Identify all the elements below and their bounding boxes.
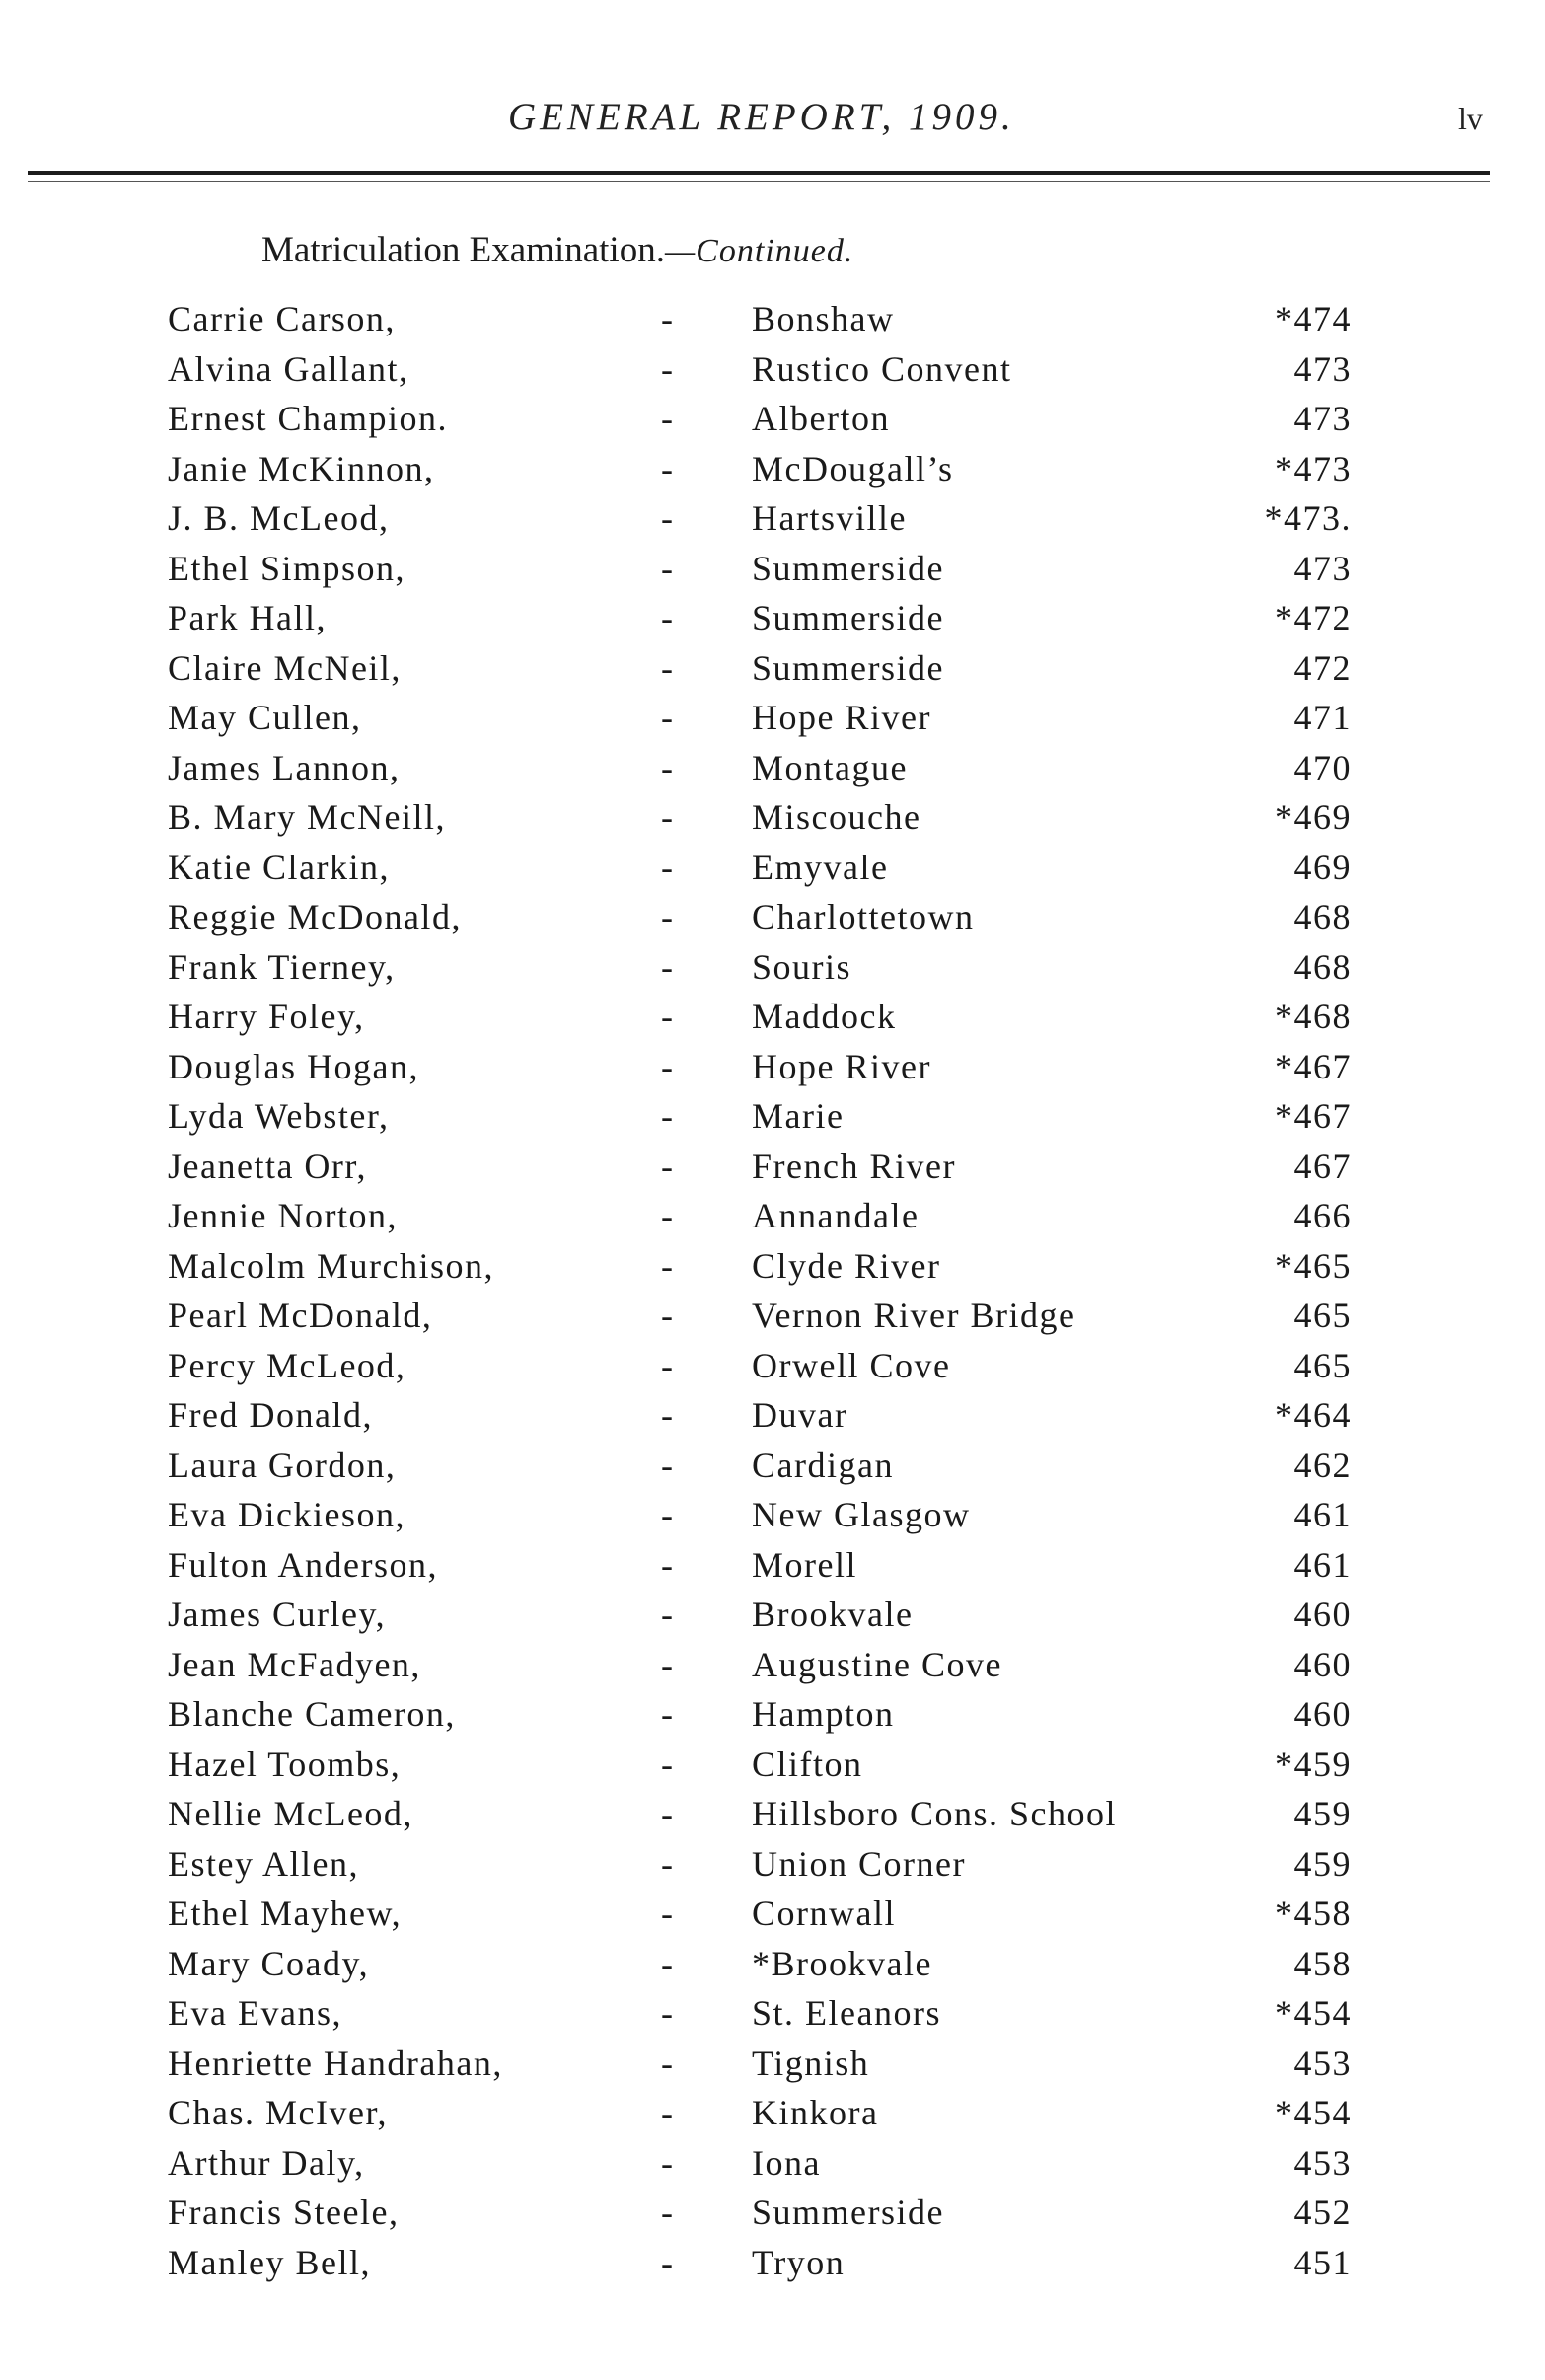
school-name: Duvar [752, 1395, 848, 1435]
list-item [0, 2140, 1545, 2191]
school-name: Hillsboro Cons. School [752, 1794, 1118, 1833]
separator-dash: - [661, 1794, 675, 1833]
separator-dash: - [661, 399, 675, 438]
separator-dash: - [661, 2043, 675, 2083]
score-value: 472 [1293, 647, 1352, 688]
separator-dash: - [661, 2193, 675, 2232]
school-name: Summerside [752, 548, 944, 588]
score-value: 460 [1293, 1644, 1352, 1684]
score-value: 461 [1293, 1495, 1352, 1534]
score-value: 468 [1293, 946, 1352, 987]
student-name: James Curley, [168, 1595, 387, 1634]
student-name: Hazel Toombs, [168, 1744, 402, 1784]
list-item [0, 1691, 1545, 1742]
score-value: 465 [1293, 1296, 1352, 1335]
score-value: *459 [1275, 1744, 1352, 1784]
separator-dash: - [661, 1296, 675, 1335]
list-item [0, 2240, 1545, 2290]
list-item [0, 794, 1545, 845]
separator-dash: - [661, 946, 675, 987]
separator-dash: - [661, 897, 675, 936]
student-name: Eva Dickieson, [168, 1495, 405, 1534]
list-item [0, 446, 1545, 496]
separator-dash: - [661, 1146, 675, 1186]
separator-dash: - [661, 1445, 675, 1485]
student-name: Manley Bell, [168, 2242, 371, 2282]
score-value: 466 [1293, 1196, 1352, 1235]
school-name: Miscouche [752, 797, 921, 837]
school-name: Augustine Cove [752, 1644, 1002, 1684]
separator-dash: - [661, 1046, 675, 1086]
school-name: French River [752, 1146, 956, 1186]
separator-dash: - [661, 1694, 675, 1734]
student-name: Henriette Handrahan, [168, 2043, 503, 2083]
separator-dash: - [661, 747, 675, 787]
separator-dash: - [661, 2093, 675, 2132]
separator-dash: - [661, 1096, 675, 1136]
student-name: Jennie Norton, [168, 1196, 398, 1235]
student-name: Jean McFadyen, [168, 1644, 421, 1684]
school-name: Cornwall [752, 1894, 896, 1933]
school-name: Tryon [752, 2242, 846, 2282]
separator-dash: - [661, 299, 675, 338]
student-name: Estey Allen, [168, 1843, 359, 1884]
student-name: Ethel Mayhew, [168, 1894, 403, 1933]
separator-dash: - [661, 2142, 675, 2183]
separator-dash: - [661, 997, 675, 1036]
report-title: GENERAL REPORT, 1909. [508, 96, 1015, 138]
school-name: Summerside [752, 647, 944, 688]
student-name: Fulton Anderson, [168, 1544, 439, 1585]
list-item [0, 1990, 1545, 2041]
separator-dash: - [661, 647, 675, 688]
school-name: Annandale [752, 1196, 920, 1235]
school-name: Maddock [752, 997, 897, 1036]
score-value: *458 [1275, 1894, 1352, 1933]
list-item [0, 1542, 1545, 1593]
student-name: Frank Tierney, [168, 946, 396, 987]
student-name: Reggie McDonald, [168, 897, 462, 936]
student-name: Fred Donald, [168, 1395, 373, 1435]
student-name: James Lannon, [168, 747, 401, 787]
school-name: *Brookvale [752, 1943, 932, 1983]
score-value: 473 [1293, 399, 1352, 438]
student-name: Janie McKinnon, [168, 448, 435, 488]
list-item [0, 1642, 1545, 1692]
school-name: Bonshaw [752, 299, 895, 338]
school-name: Brookvale [752, 1595, 914, 1634]
score-value: 460 [1293, 1694, 1352, 1734]
list-item [0, 845, 1545, 895]
score-value: *468 [1275, 997, 1352, 1036]
list-item [0, 595, 1545, 645]
student-name: Laura Gordon, [168, 1445, 397, 1485]
list-item [0, 994, 1545, 1044]
score-value: 453 [1293, 2043, 1352, 2083]
section-continued-text: —Continued. [664, 233, 854, 269]
student-name: Lyda Webster, [168, 1096, 390, 1136]
list-item [0, 1592, 1545, 1642]
list-item [0, 2041, 1545, 2091]
score-value: 473 [1293, 548, 1352, 588]
school-name: Charlottetown [752, 897, 975, 936]
separator-dash: - [661, 1943, 675, 1983]
school-name: Iona [752, 2142, 821, 2183]
score-value: 468 [1293, 897, 1352, 936]
separator-dash: - [661, 1196, 675, 1235]
separator-dash: - [661, 1544, 675, 1585]
score-value: *473. [1264, 498, 1352, 538]
section-title-text: Matriculation Examination. [261, 230, 665, 270]
separator-dash: - [661, 1843, 675, 1884]
student-name: Mary Coady, [168, 1943, 370, 1983]
student-name: Carrie Carson, [168, 299, 396, 338]
student-name: Malcolm Murchison, [168, 1245, 494, 1286]
separator-dash: - [661, 1644, 675, 1684]
score-value: 451 [1293, 2242, 1352, 2282]
score-value: *469 [1275, 797, 1352, 837]
student-name: Park Hall, [168, 598, 327, 637]
student-name: J. B. McLeod, [168, 498, 390, 538]
list-item [0, 1841, 1545, 1892]
separator-dash: - [661, 1495, 675, 1534]
list-item [0, 2090, 1545, 2140]
separator-dash: - [661, 1894, 675, 1933]
header-rule-thin [28, 181, 1490, 182]
list-item [0, 1293, 1545, 1343]
list-item [0, 1443, 1545, 1493]
student-name: Francis Steele, [168, 2193, 400, 2232]
score-value: 458 [1293, 1943, 1352, 1983]
score-value: *464 [1275, 1395, 1352, 1435]
student-name: Katie Clarkin, [168, 847, 390, 887]
school-name: Rustico Convent [752, 348, 1012, 389]
school-name: McDougall’s [752, 448, 954, 488]
school-name: Hope River [752, 698, 931, 737]
list-item [0, 1243, 1545, 1294]
student-name: Chas. McIver, [168, 2093, 389, 2132]
student-name: May Cullen, [168, 698, 362, 737]
list-item [0, 944, 1545, 995]
student-name: Claire McNeil, [168, 647, 402, 688]
school-name: Vernon River Bridge [752, 1296, 1076, 1335]
student-name: Pearl McDonald, [168, 1296, 433, 1335]
list-item [0, 1492, 1545, 1542]
school-name: Clifton [752, 1744, 863, 1784]
school-name: Marie [752, 1096, 845, 1136]
separator-dash: - [661, 698, 675, 737]
school-name: Emyvale [752, 847, 889, 887]
score-value: *465 [1275, 1245, 1352, 1286]
score-value: *472 [1275, 598, 1352, 637]
score-value: 459 [1293, 1843, 1352, 1884]
list-item [0, 546, 1545, 596]
score-value: *474 [1275, 299, 1352, 338]
list-item [0, 1791, 1545, 1841]
list-item [0, 1093, 1545, 1144]
list-item [0, 1742, 1545, 1792]
score-value: 460 [1293, 1595, 1352, 1634]
school-name: Orwell Cove [752, 1345, 951, 1385]
list-item [0, 346, 1545, 397]
list-item [0, 1193, 1545, 1243]
score-value: 467 [1293, 1146, 1352, 1186]
student-name: B. Mary McNeill, [168, 797, 446, 837]
school-name: Souris [752, 946, 852, 987]
score-value: 469 [1293, 847, 1352, 887]
separator-dash: - [661, 348, 675, 389]
score-value: 471 [1293, 698, 1352, 737]
score-value: 473 [1293, 348, 1352, 389]
list-item [0, 1144, 1545, 1194]
school-name: Tignish [752, 2043, 870, 2083]
list-item [0, 396, 1545, 446]
score-value: *473 [1275, 448, 1352, 488]
section-heading [261, 229, 853, 271]
page-number: lv [1458, 101, 1483, 136]
separator-dash: - [661, 1744, 675, 1784]
school-name: Summerside [752, 2193, 944, 2232]
school-name: Alberton [752, 399, 890, 438]
student-name: Douglas Hogan, [168, 1046, 419, 1086]
list-item [0, 296, 1545, 346]
student-name: Nellie McLeod, [168, 1794, 413, 1833]
list-item [0, 645, 1545, 696]
list-item [0, 894, 1545, 944]
school-name: Hope River [752, 1046, 931, 1086]
separator-dash: - [661, 1345, 675, 1385]
school-name: Montague [752, 747, 908, 787]
list-item [0, 1343, 1545, 1393]
list-item [0, 695, 1545, 745]
student-name: Blanche Cameron, [168, 1694, 456, 1734]
student-name: Percy McLeod, [168, 1345, 406, 1385]
list-item [0, 1941, 1545, 1991]
running-header [0, 87, 1545, 146]
school-name: Union Corner [752, 1843, 966, 1884]
separator-dash: - [661, 797, 675, 837]
school-name: St. Eleanors [752, 1993, 941, 2033]
score-value: 459 [1293, 1794, 1352, 1833]
student-name: Ernest Champion. [168, 399, 448, 438]
list-item [0, 495, 1545, 546]
score-value: 461 [1293, 1544, 1352, 1585]
school-name: Hampton [752, 1694, 895, 1734]
separator-dash: - [661, 1245, 675, 1286]
separator-dash: - [661, 847, 675, 887]
score-value: 462 [1293, 1445, 1352, 1485]
score-value: 452 [1293, 2193, 1352, 2232]
separator-dash: - [661, 1395, 675, 1435]
student-name: Jeanetta Orr, [168, 1146, 367, 1186]
score-value: 470 [1293, 747, 1352, 787]
score-value: 453 [1293, 2142, 1352, 2183]
student-name: Ethel Simpson, [168, 548, 406, 588]
list-item [0, 1392, 1545, 1443]
student-name: Eva Evans, [168, 1993, 342, 2033]
score-value: *467 [1275, 1096, 1352, 1136]
school-name: Kinkora [752, 2093, 879, 2132]
separator-dash: - [661, 2242, 675, 2282]
header-rule-thick [28, 171, 1490, 175]
score-value: *467 [1275, 1046, 1352, 1086]
separator-dash: - [661, 498, 675, 538]
separator-dash: - [661, 548, 675, 588]
separator-dash: - [661, 598, 675, 637]
school-name: Cardigan [752, 1445, 894, 1485]
score-value: *454 [1275, 1993, 1352, 2033]
school-name: Hartsville [752, 498, 907, 538]
school-name: New Glasgow [752, 1495, 971, 1534]
results-list [0, 296, 1545, 2289]
student-name: Arthur Daly, [168, 2142, 365, 2183]
list-item [0, 1044, 1545, 1094]
student-name: Alvina Gallant, [168, 348, 409, 389]
school-name: Summerside [752, 598, 944, 637]
separator-dash: - [661, 448, 675, 488]
score-value: 465 [1293, 1345, 1352, 1385]
separator-dash: - [661, 1595, 675, 1634]
list-item [0, 745, 1545, 795]
list-item [0, 1891, 1545, 1941]
separator-dash: - [661, 1993, 675, 2033]
school-name: Clyde River [752, 1245, 941, 1286]
school-name: Morell [752, 1544, 857, 1585]
list-item [0, 2190, 1545, 2240]
student-name: Harry Foley, [168, 997, 365, 1036]
score-value: *454 [1275, 2093, 1352, 2132]
